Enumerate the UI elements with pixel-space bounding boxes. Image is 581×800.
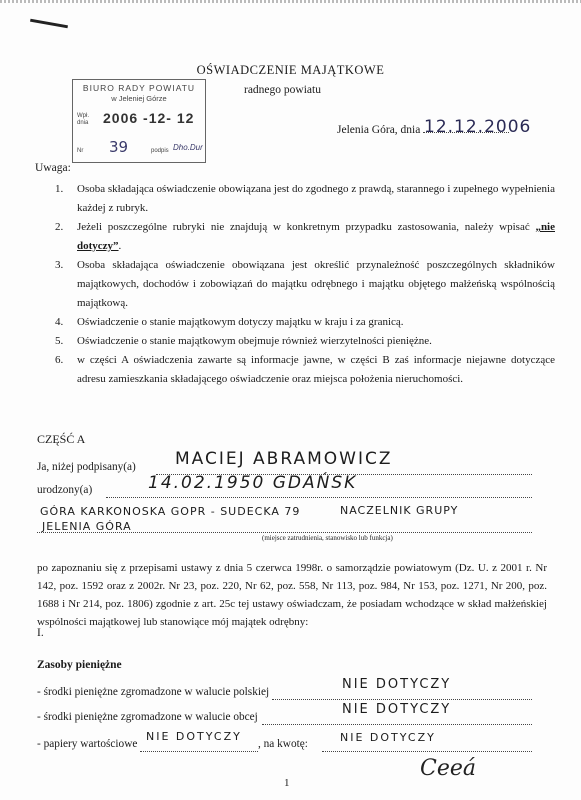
name-label: Ja, niżej podpisany(a) bbox=[37, 461, 136, 473]
employment-value: GÓRA KARKONOSKA GOPR - SUDECKA 79 bbox=[40, 505, 301, 518]
foreign-label: - środki pieniężne zgromadzone w walucie obcej bbox=[37, 711, 258, 723]
note-item bbox=[55, 313, 555, 332]
amount-label: , na kwotę: bbox=[258, 738, 308, 750]
page-top-edge bbox=[0, 0, 581, 3]
amount-dots bbox=[322, 751, 532, 752]
document-title: OŚWIADCZENIE MAJĄTKOWE bbox=[196, 63, 385, 77]
signature-initials: Ceeá bbox=[420, 756, 476, 781]
place-date-handwritten: 12.12.2006 bbox=[424, 117, 532, 137]
note-item bbox=[55, 180, 555, 218]
stamp-received-label: Wpł. dnia bbox=[77, 113, 89, 126]
securities-value: NIE DOTYCZY bbox=[146, 730, 242, 743]
foreign-dots bbox=[262, 724, 532, 725]
notes-list bbox=[55, 180, 555, 408]
pln-label: - środki pieniężne zgromadzone w walucie polskiej bbox=[37, 686, 270, 698]
employment-dots bbox=[37, 532, 532, 533]
note-number: 3. bbox=[55, 259, 64, 271]
born-dots bbox=[106, 497, 532, 498]
securities-label: - papiery wartościowe bbox=[37, 738, 138, 750]
notes-label: Uwaga: bbox=[35, 162, 71, 174]
note-text: w części A oświadczenia zawarte są informacje jawne, w części B zaś informacje niejawne dotyczące adresu zamieszkania składającego oświadczenie oraz miejsca położenia nieruchomości. bbox=[77, 354, 555, 385]
part-a-heading: CZĘŚĆ A bbox=[37, 432, 86, 446]
page-number: 1 bbox=[284, 777, 290, 789]
note-emphasis: „nie dotyczy” bbox=[77, 221, 555, 252]
securities-dots bbox=[140, 751, 258, 752]
resources-heading: Zasoby pieniężne bbox=[37, 659, 122, 671]
stamp-city: w Jeleniej Górze bbox=[111, 94, 167, 103]
position-value: NACZELNIK GRUPY bbox=[340, 504, 459, 517]
note-number: 5. bbox=[55, 335, 64, 347]
pln-dots bbox=[272, 699, 532, 700]
stamp-signature: Dho.Dur bbox=[173, 143, 203, 152]
section-roman-one: I. bbox=[37, 627, 44, 639]
corner-pen-mark bbox=[30, 19, 68, 29]
note-tail: . bbox=[118, 240, 122, 252]
born-value: 14.02.1950 GDAŃSK bbox=[148, 473, 358, 493]
note-text: Jeżeli poszczególne rubryki nie znajdują w konkretnym przypadku zastosowania, należy wpisać bbox=[77, 221, 536, 233]
stamp-date: 2006 -12- 12 bbox=[103, 110, 195, 126]
stamp-office: BIURO RADY POWIATU bbox=[82, 83, 196, 93]
stamp-nr-value: 39 bbox=[109, 138, 129, 156]
pln-value: NIE DOTYCZY bbox=[342, 677, 452, 692]
document-subtitle: radnego powiatu bbox=[244, 84, 321, 96]
note-item bbox=[55, 332, 555, 351]
foreign-value: NIE DOTYCZY bbox=[342, 702, 452, 717]
employment-caption: (miejsce zatrudnienia, stanowisko lub funkcja) bbox=[262, 534, 393, 542]
born-label: urodzony(a) bbox=[37, 484, 93, 496]
stamp-signature-label: podpis bbox=[151, 148, 169, 154]
name-value: MACIEJ ABRAMOWICZ bbox=[175, 449, 393, 469]
note-number: 6. bbox=[55, 354, 64, 366]
note-item bbox=[55, 218, 555, 256]
legal-paragraph: po zapoznaniu się z przepisami ustawy z dnia 5 czerwca 1998r. o samorządzie powiatowym (Dz. U. z 2001 r. Nr 142, poz. 1592 oraz z 2002r. Nr 23, poz. 220, Nr 62, poz. 558, Nr 113, poz. 984, Nr 153, poz. 1271, Nr 200, poz. 1688 i Nr 214, poz. 1806) zgodnie z art. 25c tej ustawy oświadczam, że posiadam wchodzące w skład małżeńskiej wspólności majątkowej lub stanowiące mój majątek odrębny: bbox=[37, 562, 547, 628]
note-text: Osoba składająca oświadczenie obowiązana jest określić przynależność poszczególnych składników majątkowych, dochodów i zobowiązań do majątku odrębnego i majątku objętego małżeńską wspólnością majątkową. bbox=[77, 259, 555, 309]
note-item bbox=[55, 256, 555, 313]
note-text: Oświadczenie o stanie majątkowym obejmuje również wierzytelności pieniężne. bbox=[77, 335, 432, 347]
note-number: 1. bbox=[55, 183, 64, 195]
stamp-nr-label: Nr bbox=[77, 148, 84, 154]
note-text: Osoba składająca oświadczenie obowiązana jest do zgodnego z prawdą, starannego i zupełnego wypełnienia każdej z rubryk. bbox=[77, 183, 555, 214]
amount-value: NIE DOTYCZY bbox=[340, 731, 436, 744]
note-number: 2. bbox=[55, 221, 64, 233]
registry-stamp bbox=[72, 79, 206, 163]
employment-city-value: JELENIA GÓRA bbox=[42, 520, 132, 533]
note-number: 4. bbox=[55, 316, 64, 328]
place-text: Jelenia Góra, dnia bbox=[337, 124, 421, 136]
note-text: Oświadczenie o stanie majątkowym dotyczy majątku w kraju i za granicą. bbox=[77, 316, 404, 328]
note-item bbox=[55, 351, 555, 408]
